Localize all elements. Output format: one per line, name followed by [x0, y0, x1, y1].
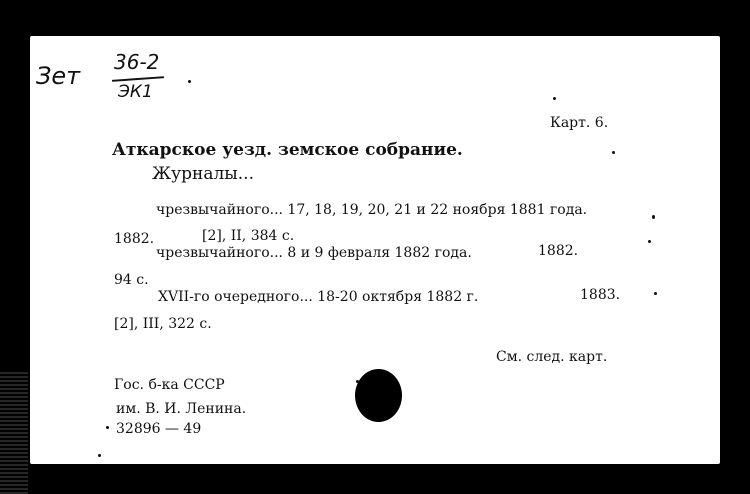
- entry-line: 94 с.: [114, 272, 149, 288]
- library-name-2: им. В. И. Ленина.: [116, 401, 247, 417]
- shelfmark-prefix: Зет: [36, 62, 81, 90]
- card-hole: [355, 369, 402, 422]
- entry-line: [2], II, 384 с.: [202, 228, 295, 244]
- speck: [98, 454, 101, 457]
- shelfmark-fraction-bar: [112, 76, 164, 82]
- scan-edge-noise: [0, 370, 28, 494]
- speck: [648, 240, 651, 243]
- card-number: Карт. 6.: [550, 115, 609, 131]
- entry-line: 1883.: [580, 287, 621, 303]
- entry-line: чрезвычайного... 8 и 9 февраля 1882 года.: [156, 245, 472, 261]
- entry-subtitle: Журналы...: [152, 164, 254, 184]
- entry-title: Аткарское уезд. земское собрание.: [112, 140, 463, 160]
- entry-line: 1882.: [538, 243, 579, 259]
- library-name: Гос. б-ка СССР: [114, 377, 225, 393]
- speck: [356, 380, 359, 383]
- shelfmark-numerator: 36-2: [114, 50, 160, 74]
- entry-line: XVII-го очередного... 18-20 октября 1882 г.: [158, 289, 479, 305]
- shelfmark-denominator: ЭК1: [118, 82, 153, 102]
- see-next-card: См. след. карт.: [496, 349, 608, 365]
- speck: [106, 426, 109, 429]
- entry-line: 1882.: [114, 231, 155, 247]
- speck: [188, 80, 191, 83]
- speck: [652, 215, 655, 219]
- entry-line: чрезвычайного... 17, 18, 19, 20, 21 и 22 ноября 1881 года.: [156, 202, 588, 218]
- speck: [553, 97, 556, 100]
- entry-line: [2], III, 322 с.: [114, 316, 212, 332]
- inventory-number: 32896 — 49: [116, 421, 202, 437]
- speck: [612, 151, 615, 154]
- speck: [654, 292, 657, 295]
